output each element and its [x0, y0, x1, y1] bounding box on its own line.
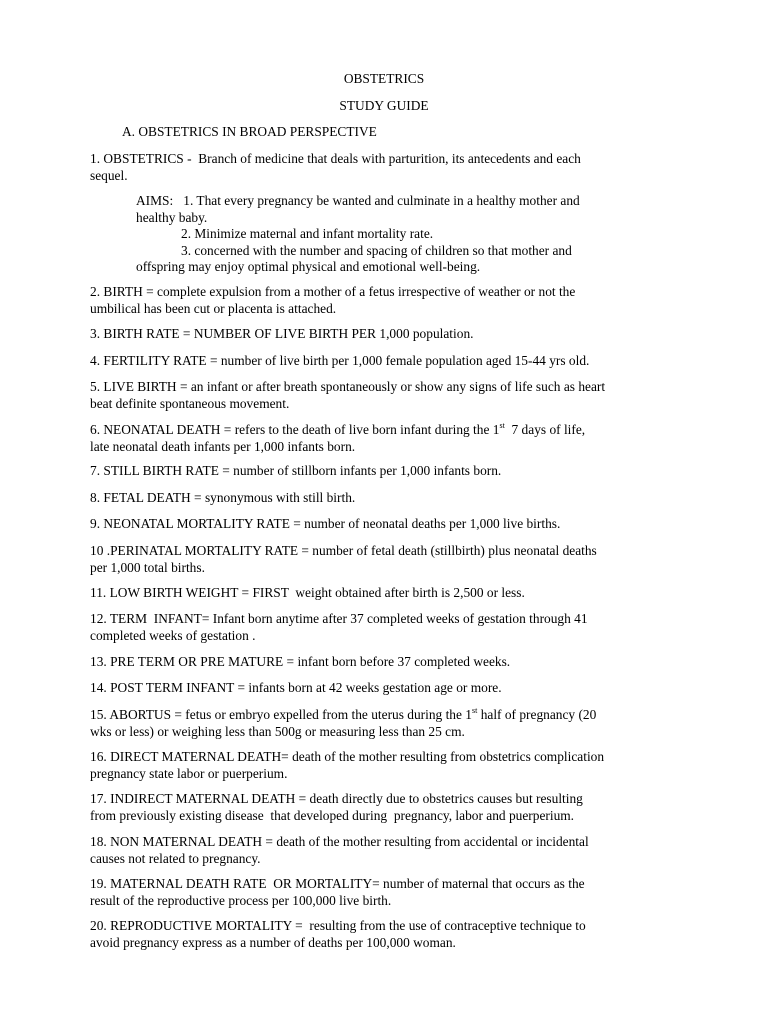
- aims-block: AIMS: 1. That every pregnancy be wanted and culminate in a healthy mother and healthy baby. 2. Minimize maternal and infant mortality rate. 3. concerned with the number and spacing of children so that mother and offspring may enjoy optimal physical and emotional well-being.: [136, 193, 580, 274]
- definition-15: 15. ABORTUS = fetus or embryo expelled from the uterus during the 1st half of pregnancy (20 wks or less) or weighing less than 500g or measuring less than 25 cm.: [90, 706, 597, 739]
- definition-17: 17. INDIRECT MATERNAL DEATH = death directly due to obstetrics causes but resulting from previously existing disease that developed during pregnancy, labor and puerperium.: [90, 791, 583, 823]
- section-heading: A. OBSTETRICS IN BROAD PERSPECTIVE: [122, 124, 377, 139]
- definition-1: 1. OBSTETRICS - Branch of medicine that deals with parturition, its antecedents and each sequel.: [90, 151, 581, 183]
- definition-10: 10 .PERINATAL MORTALITY RATE = number of fetal death (stillbirth) plus neonatal deaths per 1,000 total births.: [90, 543, 597, 575]
- definition-3: 3. BIRTH RATE = NUMBER OF LIVE BIRTH PER 1,000 population.: [90, 326, 474, 341]
- document-title: OBSTETRICS: [343, 71, 425, 86]
- definition-12: 12. TERM INFANT= Infant born anytime after 37 completed weeks of gestation through 41 completed weeks of gestation .: [90, 611, 588, 643]
- definition-14: 14. POST TERM INFANT = infants born at 42 weeks gestation age or more.: [90, 680, 502, 695]
- definition-4: 4. FERTILITY RATE = number of live birth per 1,000 female population aged 15-44 yrs old.: [90, 353, 590, 368]
- definition-8: 8. FETAL DEATH = synonymous with still birth.: [90, 490, 356, 505]
- definition-20: 20. REPRODUCTIVE MORTALITY = resulting from the use of contraceptive technique to avoid pregnancy express as a number of deaths per 100,000 woman.: [90, 918, 586, 950]
- definition-5: 5. LIVE BIRTH = an infant or after breath spontaneously or show any signs of life such as heart beat definite spontaneous movement.: [90, 379, 606, 411]
- definition-11: 11. LOW BIRTH WEIGHT = FIRST weight obtained after birth is 2,500 or less.: [90, 585, 525, 600]
- definition-7: 7. STILL BIRTH RATE = number of stillborn infants per 1,000 infants born.: [90, 463, 502, 478]
- definition-18: 18. NON MATERNAL DEATH = death of the mother resulting from accidental or incidental causes not related to pregnancy.: [90, 834, 589, 866]
- definition-9: 9. NEONATAL MORTALITY RATE = number of neonatal deaths per 1,000 live births.: [90, 516, 561, 531]
- definition-6: 6. NEONATAL DEATH = refers to the death of live born infant during the 1st 7 days of life, late neonatal death infants per 1,000 infants born.: [90, 421, 586, 454]
- definition-2: 2. BIRTH = complete expulsion from a mother of a fetus irrespective of weather or not the umbilical has been cut or placenta is attached.: [90, 284, 576, 316]
- definition-16: 16. DIRECT MATERNAL DEATH= death of the mother resulting from obstetrics complication pregnancy state labor or puerperium.: [90, 749, 605, 781]
- document-subtitle: STUDY GUIDE: [339, 98, 429, 113]
- definition-19: 19. MATERNAL DEATH RATE OR MORTALITY= number of maternal that occurs as the result of the reproductive process per 100,000 live birth.: [90, 876, 585, 908]
- definition-13: 13. PRE TERM OR PRE MATURE = infant born before 37 completed weeks.: [90, 654, 511, 669]
